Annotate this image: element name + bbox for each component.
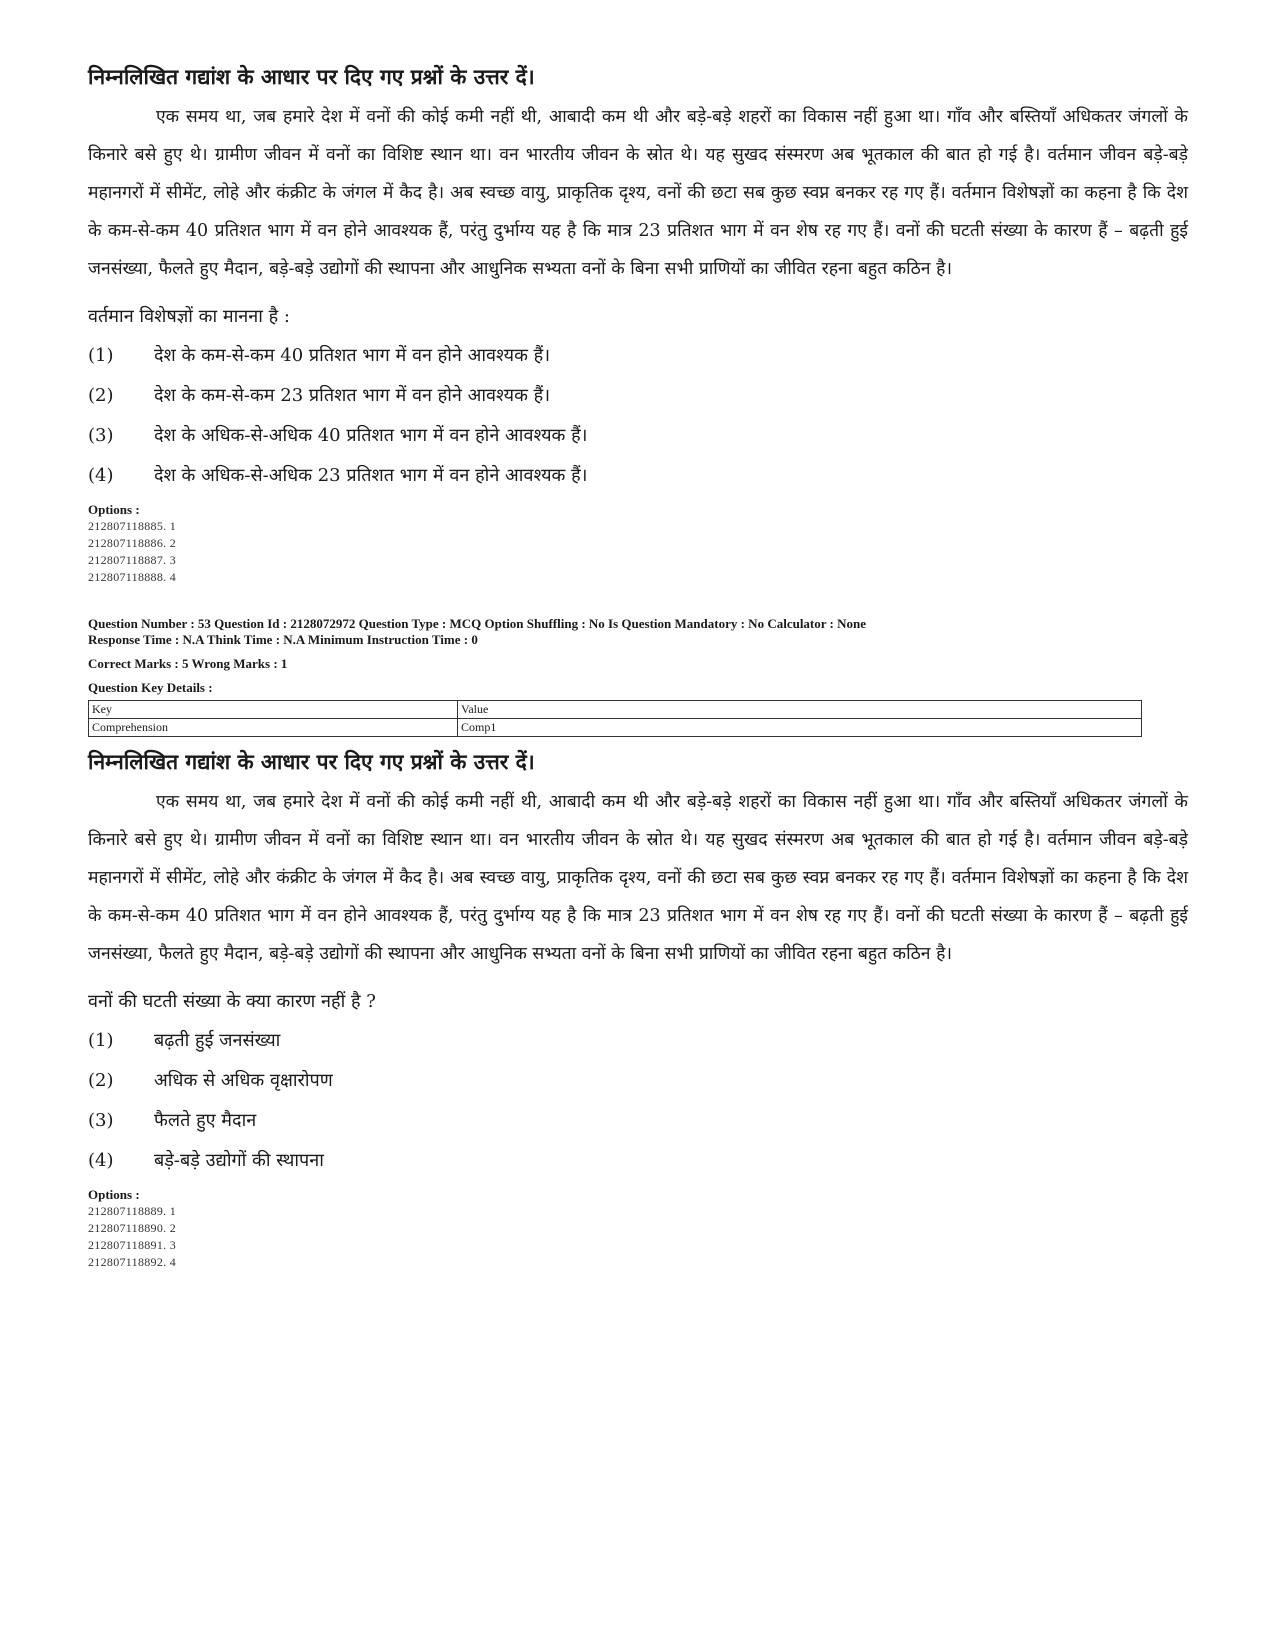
options-label: Options : [88,502,140,517]
table-header-key: Key [89,701,458,719]
table-row [89,719,1142,737]
option-ids-list [88,518,1188,586]
answer-choice-1 [88,1021,1188,1061]
choice-text: बढ़ती हुई जनसंख्या [154,1030,281,1051]
option-id: 212807118885. 1 [88,519,177,533]
comprehension-passage: एक समय था, जब हमारे देश में वनों की कोई कमी नहीं थी, आबादी कम थी और बड़े-बड़े शहरों का विकास नहीं हुआ था। गाँव और बस्तियाँ अधिकतर जंगलों के किनारे बसे हुए थे। ग्रामीण जीवन में वनों का विशिष्ट स्थान था। वन भारतीय जीवन के स्रोत थे। यह सुखद संस्मरण अब भूतकाल की बात हो गई है। वर्तमान जीवन बड़े-बड़े महानगरों में सीमेंट, लोहे और कंक्रीट के जंगल में कैद है। अब स्वच्छ वायु, प्राकृतिक दृश्य, वनों की छटा सब कुछ स्वप्न बनकर रह गए हैं। वर्तमान विशेषज्ञों का कहना है कि देश के कम-से-कम 40 प्रतिशत भाग में वन होने आवश्यक हैं, परंतु दुर्भाग्य यह है कि मात्र 23 प्रतिशत भाग में वन शेष रह गए हैं। वनों की घटती संख्या के कारण हैं – बढ़ती हुई जनसंख्या, फैलते हुए मैदान, बड़े-बड़े उद्योगों की स्थापना और आधुनिक सभ्यता वनों के बिना सभी प्राणियों का जीवित रहना बहुत कठिन है। [88,792,1188,964]
table-header-row [89,701,1142,719]
choice-text: देश के कम-से-कम 23 प्रतिशत भाग में वन होने आवश्यक हैं। [154,385,551,406]
choice-number: (4) [88,465,114,486]
question-key-details-label: Question Key Details : [88,680,213,695]
option-id: 212807118891. 3 [88,1238,177,1252]
choice-text: देश के अधिक-से-अधिक 40 प्रतिशत भाग में वन होने आवश्यक हैं। [154,425,588,446]
table-cell-value: Comp1 [458,719,1142,737]
choice-text: बड़े-बड़े उद्योगों की स्थापना [154,1150,324,1171]
question-paper-page [88,62,1188,1271]
response-time-line: Response Time : N.A Think Time : N.A Minimum Instruction Time : 0 [88,632,478,647]
question-number-line: Question Number : 53 Question Id : 2128072972 Question Type : MCQ Option Shuffling : No Is Question Mandatory : No Calculator : None [88,616,867,631]
options-label: Options : [88,1187,140,1202]
option-id: 212807118890. 2 [88,1221,177,1235]
answer-choices [88,1021,1188,1181]
choice-number: (2) [88,385,114,406]
question-block-53 [88,747,1188,1271]
option-ids-list [88,1203,1188,1271]
answer-choice-3 [88,1101,1188,1141]
choice-number: (1) [88,1030,114,1051]
passage-instruction-heading: निम्नलिखित गद्यांश के आधार पर दिए गए प्रश्नों के उत्तर दें। [88,749,535,774]
answer-choices [88,336,1188,496]
choice-text: देश के कम-से-कम 40 प्रतिशत भाग में वन होने आवश्यक हैं। [154,345,551,366]
choice-text: फैलते हुए मैदान [154,1110,257,1131]
option-id: 212807118889. 1 [88,1204,177,1218]
table-cell-key: Comprehension [89,719,458,737]
choice-text: अधिक से अधिक वृक्षारोपण [154,1070,333,1091]
question-text: वनों की घटती संख्या के क्या कारण नहीं है ? [88,991,376,1012]
choice-number: (3) [88,1110,114,1131]
option-id: 212807118892. 4 [88,1255,177,1269]
question-metadata [88,616,1188,737]
answer-choice-4 [88,1141,1188,1181]
answer-choice-2 [88,376,1188,416]
question-key-table [88,700,1142,737]
marks-line: Correct Marks : 5 Wrong Marks : 1 [88,656,288,671]
comprehension-passage: एक समय था, जब हमारे देश में वनों की कोई कमी नहीं थी, आबादी कम थी और बड़े-बड़े शहरों का विकास नहीं हुआ था। गाँव और बस्तियाँ अधिकतर जंगलों के किनारे बसे हुए थे। ग्रामीण जीवन में वनों का विशिष्ट स्थान था। वन भारतीय जीवन के स्रोत थे। यह सुखद संस्मरण अब भूतकाल की बात हो गई है। वर्तमान जीवन बड़े-बड़े महानगरों में सीमेंट, लोहे और कंक्रीट के जंगल में कैद है। अब स्वच्छ वायु, प्राकृतिक दृश्य, वनों की छटा सब कुछ स्वप्न बनकर रह गए हैं। वर्तमान विशेषज्ञों का कहना है कि देश के कम-से-कम 40 प्रतिशत भाग में वन होने आवश्यक हैं, परंतु दुर्भाग्य यह है कि मात्र 23 प्रतिशत भाग में वन शेष रह गए हैं। वनों की घटती संख्या के कारण हैं – बढ़ती हुई जनसंख्या, फैलते हुए मैदान, बड़े-बड़े उद्योगों की स्थापना और आधुनिक सभ्यता वनों के बिना सभी प्राणियों का जीवित रहना बहुत कठिन है। [88,107,1188,279]
choice-number: (1) [88,345,114,366]
question-block-52 [88,62,1188,586]
answer-choice-3 [88,416,1188,456]
answer-choice-2 [88,1061,1188,1101]
passage-instruction-heading: निम्नलिखित गद्यांश के आधार पर दिए गए प्रश्नों के उत्तर दें। [88,64,535,89]
choice-number: (3) [88,425,114,446]
choice-number: (4) [88,1150,114,1171]
option-id: 212807118888. 4 [88,570,177,584]
choice-number: (2) [88,1070,114,1091]
choice-text: देश के अधिक-से-अधिक 23 प्रतिशत भाग में वन होने आवश्यक हैं। [154,465,588,486]
option-id: 212807118887. 3 [88,553,177,567]
answer-choice-4 [88,456,1188,496]
table-header-value: Value [458,701,1142,719]
option-id: 212807118886. 2 [88,536,177,550]
question-text: वर्तमान विशेषज्ञों का मानना है : [88,306,290,327]
answer-choice-1 [88,336,1188,376]
